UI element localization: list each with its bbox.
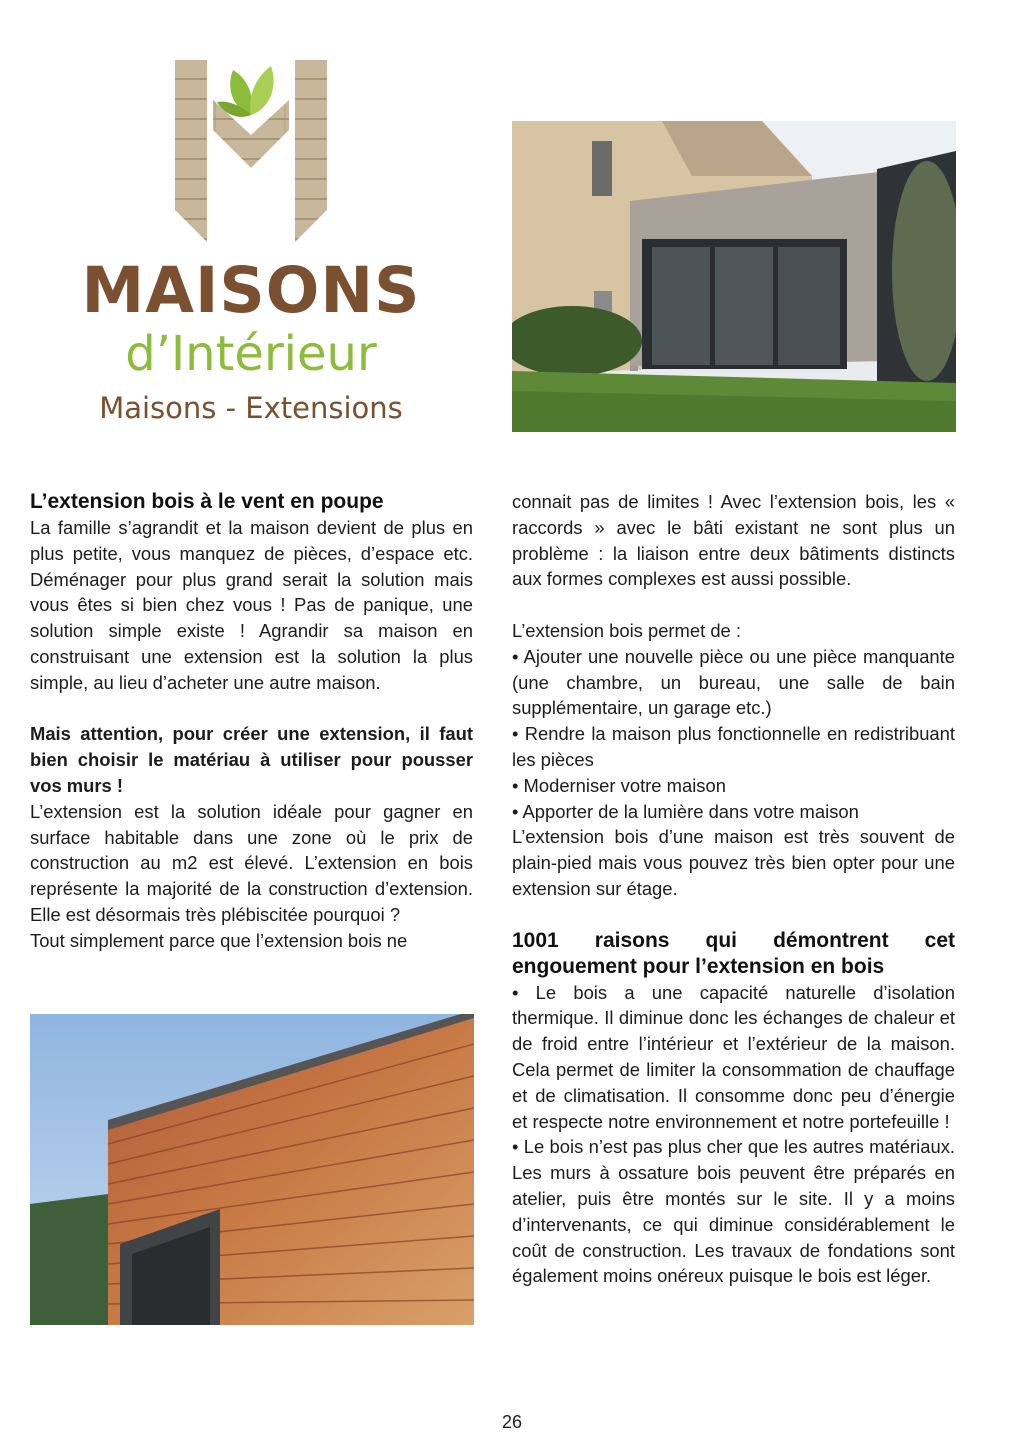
- article-list-intro: L’extension bois permet de :: [512, 619, 742, 641]
- logo-tagline: Maisons - Extensions: [99, 391, 403, 425]
- article-column-right: [512, 489, 955, 1289]
- article-paragraph-4: L’extension bois d’une maison est très souvent de plain-pied mais vous pouvez très bien opter pour une extension sur étage.: [512, 826, 955, 899]
- article-paragraph-1: La famille s’agrandit et la maison devient de plus en plus petite, vous manquez de pièces, d’espace etc. Déménager pour plus grand serait la solution mais vous êtes si bien chez vous ! Pas de panique, une solution simple existe ! Agrandir sa maison en construisant une extension est la solution la plus simple, au lieu d’acheter une autre maison.: [30, 517, 473, 693]
- list-item: • Apporter de la lumière dans votre maison: [512, 800, 859, 822]
- list-item: • Moderniser votre maison: [512, 774, 726, 796]
- reason-item: • Le bois n’est pas plus cher que les autres matériaux. Les murs à ossature bois peuvent être préparés en atelier, puis être montés sur le site. Il y a moins d’intervenants, ce qui diminue considérablement le coût de construction. Les travaux de fondations sont également moins onéreux puisque le bois est léger.: [512, 1136, 955, 1287]
- extension-photo-bottom: [30, 1014, 474, 1325]
- page-number: 26: [501, 1412, 523, 1432]
- article-heading-2: 1001 raisons qui démontrent cet engouement pour l’extension en bois: [512, 928, 955, 978]
- logo-mark-icon: [175, 60, 327, 242]
- logo-brand: MAISONS: [81, 254, 421, 327]
- article-column-left: [30, 489, 473, 954]
- article-paragraph-3-end: connait pas de limites ! Avec l’extension bois, les « raccords » avec le bâti existant ne sont plus un problème : la liaison entre deux bâtiments distincts aux formes complexes est aussi possible.: [512, 491, 955, 590]
- article-bold-paragraph: Mais attention, pour créer une extension, il faut bien choisir le matériau à utiliser pour pousser vos murs !: [30, 723, 473, 796]
- article-heading-1: L’extension bois à le vent en poupe: [30, 490, 384, 513]
- list-item: • Ajouter une nouvelle pièce ou une pièce manquante (une chambre, un bureau, une salle de bain supplémentaire, un garage etc.): [512, 645, 955, 719]
- reason-item: • Le bois a une capacité naturelle d’isolation thermique. Il diminue donc les échanges de chaleur et de froid entre l’intérieur et l’extérieur de la maison. Cela permet de limiter la consommation de chauffage et de climatisation. Il consomme donc peu d’énergie et respecte notre environnement et notre portefeuille !: [512, 981, 955, 1132]
- article-paragraph-3-start: Tout simplement parce que l’extension bois ne: [30, 929, 408, 951]
- article-paragraph-2: L’extension est la solution idéale pour gagner en surface habitable dans une zone où le prix de construction au m2 est élevé. L’extension en bois représente la majorité de la construction d’extension. Elle est désormais très plébiscitée pourquoi ?: [30, 800, 473, 925]
- list-item: • Rendre la maison plus fonctionnelle en redistribuant les pièces: [512, 723, 955, 770]
- logo-brand-sub: d’Intérieur: [125, 326, 377, 382]
- extension-photo-top: [512, 121, 956, 432]
